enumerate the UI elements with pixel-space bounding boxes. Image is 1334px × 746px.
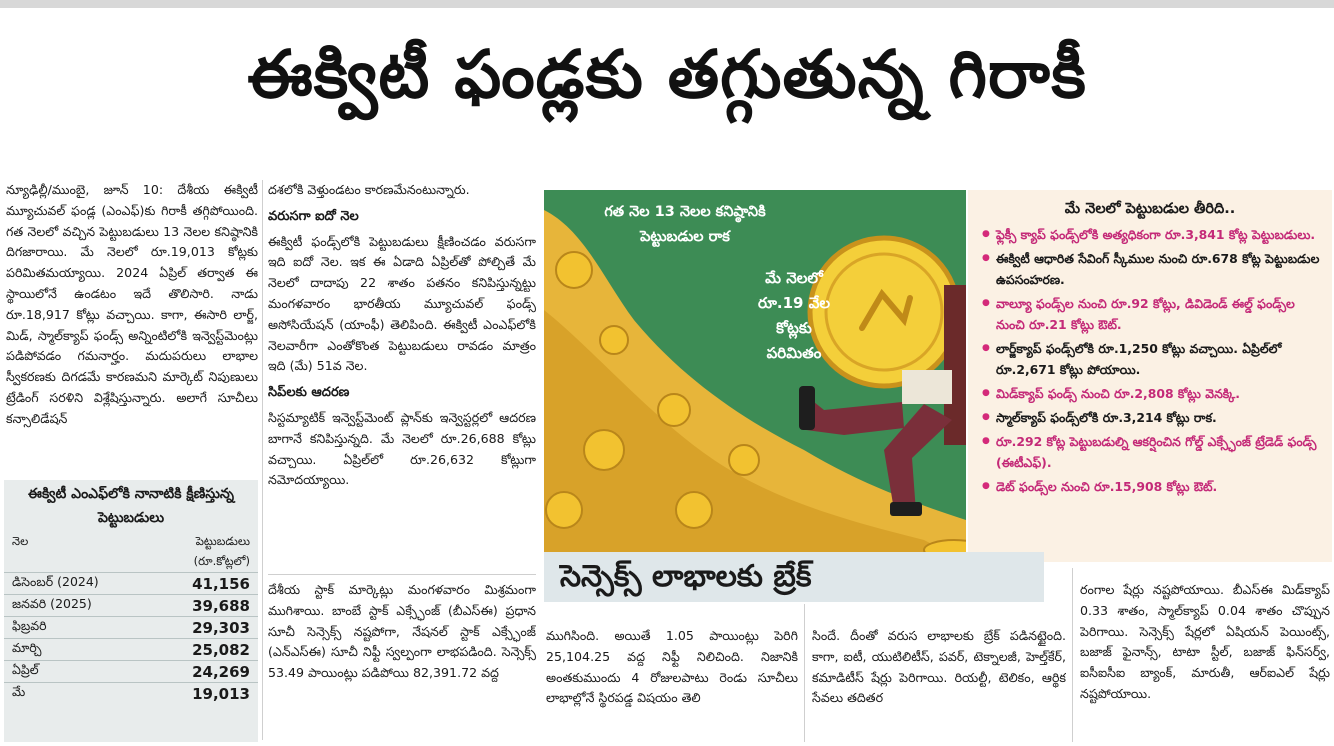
sensex-column-a [546,626,798,742]
row-month: డిసెంబర్ (2024) [4,573,152,595]
list-item: ● ఈక్విటీ ఆధారిత సేవింగ్ స్కీముల నుంచి రూ.678 కోట్ల పెట్టుబడుల ఉపసంహరణ. [982,248,1322,290]
may-investment-summary-box [968,190,1332,562]
sensex-column-c [1080,580,1330,742]
subhead-sip: సిప్‌లకు ఆదరణ [268,385,350,401]
table-row [4,573,258,595]
coin-illustration [544,190,966,562]
article-column-1 [6,180,258,472]
column-rule [268,574,536,575]
summary-title: మే నెలలో పెట్టుబడుల తీరిది.. [1064,201,1236,217]
column-divider [804,604,805,742]
sensex-column-b [812,626,1066,742]
top-rule [0,0,1334,8]
investment-table [4,532,258,704]
graphic-caption-bottom [744,266,844,366]
table-row [4,595,258,617]
table-row [4,639,258,661]
col1-paragraph: న్యూఢిల్లీ/ముంబై, జూన్ 10: దేశీయ ఈక్విటీ మ్యూచువల్ ఫండ్ల (ఎంఎఫ్)కు గిరాకీ తగ్గిపోయింది. గత నెలలో వచ్చిన పెట్టుబడులు 13 నెలల కనిష్ఠానికి దిగజారాయి. మే నెలలో రూ.19,013 కోట్లకు పరిమితమయ్యాయి. 2024 ఏప్రిల్ తర్వాత ఈ స్థాయిలోనే ఉండటం ఇదే తొలిసారి. నాడు రూ.18,917 కోట్లు వచ్చాయి. కాగా, ఈసారి లార్జ్, మిడ్, స్మాల్‌క్యాప్ ఫండ్స్ అన్నింటిలోకి ఇన్వెస్ట్‌మెంట్లు పడిపోవడం గమనార్హం. మదుపరులు లాభాల స్వీకరణకు దిగడమే కారణమని మార్కెట్ నిపుణులు ట్రేడింగ్ సరళిని విశ్లేషిస్తున్నారు. అలాగే సూచీలు కన్సాలిడేషన్ [6,182,258,426]
graphic-line-2: పెట్టుబడుల రాక [640,229,730,245]
header-unit: (రూ.కోట్లలో) [193,553,250,568]
col2-para1: దశలోకి వెళ్తుండటం కారణమేనంటున్నారు. [268,182,470,197]
row-value: 24,269 [152,661,258,683]
table-row [4,661,258,683]
sensex-text-c: రంగాల షేర్లు నష్టపోయాయి. బీఎస్ఈ మిడ్‌క్యాప్ 0.33 శాతం, స్మాల్‌క్యాప్ 0.04 శాతం చొప్పున పెరిగాయి. సెన్సెక్స్ షేర్లలో ఏషియన్ పెయింట్స్, బజాజ్ ఫైనాన్స్, టాటా స్టీల్, బజాజ్ ఫిన్‌సర్వ్, ఐసీఐసీఐ బ్యాంక్, మారుతీ, ఆర్‌ఐఎల్ షేర్లు నష్టపోయాయి. [1080,582,1330,701]
article-column-2-bottom [268,580,536,742]
row-month: ఏప్రిల్ [4,661,152,683]
table-unit-row [4,552,258,573]
sensex-text-a: ముగిసింది. అయితే 1.05 పాయింట్లు పెరిగి 25,104.25 వద్ద నిఫ్టీ నిలిచింది. నిజానికి అంతకుముందు 4 రోజులపాటు రెండు సూచీలు లాభాల్లోనే స్థిరపడ్డ విషయం తెలి [546,628,798,706]
row-value: 25,082 [152,639,258,661]
sensex-text-b: సిందే. దీంతో వరుస లాభాలకు బ్రేక్ పడినట్టైంది. కాగా, ఐటీ, యుటిలిటీస్, పవర్, టెక్నాలజీ, హెల్త్‌కేర్, కమాడిటీస్ షేర్లు పెరిగాయి. రియల్టీ, టెలికం, ఆర్థిక సేవలు తదితర [812,628,1066,706]
article-column-2 [268,180,536,570]
row-month: మార్చి [4,639,152,661]
graphic-line-5: కోట్లకు [776,319,812,337]
row-month: మే [4,683,152,705]
table-title: ఈక్విటీ ఎంఎఫ్‌లోకి నానాటికి క్షీణిస్తున్న పెట్టుబడులు [28,486,234,526]
header-month: నెల [12,533,29,548]
col2-para3: సిస్టమ్యాటిక్ ఇన్వెస్ట్‌మెంట్ ప్లాన్‌కు ఇన్వెస్టర్లలో ఆదరణ బాగానే కనిపిస్తున్నది. మే నెలలో రూ.26,688 కోట్లు వచ్చాయి. ఏప్రిల్‌లో రూ.26,632 కోట్లుగా నమోదయ్యాయి. [268,409,536,488]
graphic-line-1: గత నెల 13 నెలల కనిష్ఠానికి [604,204,766,220]
list-item: ● ఫ్లెక్సీ క్యాప్ ఫండ్స్‌లోకి అత్యధికంగా రూ.3,841 కోట్ల పెట్టుబడులు. [982,224,1322,245]
list-item: ● రూ.292 కోట్ల పెట్టుబడుల్ని ఆకర్షించిన గోల్డ్ ఎక్స్ఛేంజ్ ట్రేడెడ్ ఫండ్స్ (ఈటీఎఫ్). [982,431,1322,473]
list-item: ● డెట్ ఫండ్స్‌ల నుంచి రూ.15,908 కోట్లు ఔట్. [982,476,1322,497]
graphic-line-6: పరిమితం [766,344,822,362]
table-row [4,683,258,705]
col2-para2: ఈక్విటీ ఫండ్స్‌లోకి పెట్టుబడులు క్షీణించడం వరుసగా ఇది ఐదో నెల. ఇక ఈ ఏడాది ఏప్రిల్‌తో పోల్చితే మే నెలలో దాదాపు 22 శాతం పతనం కనిపిస్తున్నట్టు మంగళవారం భారతీయ మ్యూచువల్ ఫండ్స్ అసోసియేషన్ (యాంఫీ) తెలిపింది. ఈక్విటీ ఎంఎఫ్‌లోకి నెలవారీగా ఎంతోకొంత పెట్టుబడులు రావడం మాత్రం ఇది (మే) 51వ నెల. [268,233,536,374]
row-value: 29,303 [152,617,258,639]
subhead-fifth-month: వరుసగా ఐదో నెల [268,208,359,224]
row-month: జనవరి (2025) [4,595,152,617]
list-item: ● వాల్యూ ఫండ్స్‌ల నుంచి రూ.92 కోట్లు, డివిడెండ్ ఈల్డ్ ఫండ్స్‌ల నుంచి రూ.21 కోట్లు ఔట్. [982,293,1322,335]
row-month: ఫిబ్రవరి [4,617,152,639]
graphic-caption-top [580,200,790,250]
header-value: పెట్టుబడులు [195,533,250,548]
column-divider [262,180,263,740]
table-row [4,617,258,639]
headline: ఈక్విటీ ఫండ్లకు తగ్గుతున్న గిరాకీ [247,36,1087,113]
list-item: ● మిడ్‌క్యాప్ ఫండ్స్ నుంచి రూ.2,808 కోట్లు వెనక్కి. [982,383,1322,404]
graphic-line-4: రూ.19 వేల [757,294,830,312]
row-value: 39,688 [152,595,258,617]
list-item: ● లార్జ్‌క్యాప్ ఫండ్స్‌లోకి రూ.1,250 కోట్లు వచ్చాయి. ఏప్రిల్‌లో రూ.2,671 కోట్లు పోయాయి. [982,338,1322,380]
list-item: ● స్మాల్‌క్యాప్ ఫండ్స్‌లోకి రూ.3,214 కోట్లు రాక. [982,407,1322,428]
summary-list [968,224,1332,497]
row-value: 19,013 [152,683,258,705]
table-header-row [4,532,258,552]
col2-para4: దేశీయ స్టాక్ మార్కెట్లు మంగళవారం మిశ్రమంగా ముగిశాయి. బాంబే స్టాక్ ఎక్స్ఛేంజ్ (బీఎస్ఈ) ప్రధాన సూచీ సెన్సెక్స్ నష్టపోగా, నేషనల్ స్టాక్ ఎక్స్ఛేంజ్ (ఎన్ఎస్ఈ) సూచీ నిఫ్టీ స్వల్పంగా లాభపడింది. సెన్సెక్స్ 53.49 పాయింట్లు పడిపోయి 82,391.72 వద్ద [268,582,536,681]
row-value: 41,156 [152,573,258,595]
column-divider [1072,568,1073,742]
investment-table-box [4,480,258,742]
graphic-line-3: మే నెలలో [765,269,823,287]
sensex-headline: సెన్సెక్స్ లాభాలకు బ్రేక్ [544,552,1044,602]
